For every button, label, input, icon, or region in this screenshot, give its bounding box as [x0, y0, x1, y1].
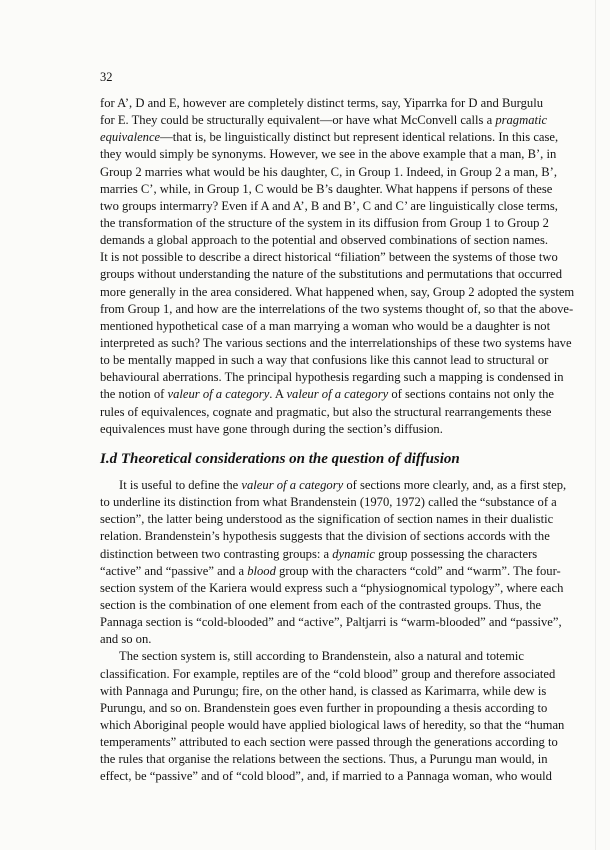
- text-run: It is not possible to describe a direct historical “filiation” between the systems of those two: [100, 250, 558, 265]
- text-run: effect, be “passive” and of “cold blood”, and, if married to a Pannaga woman, who would: [100, 769, 552, 784]
- text-run: rules of equivalences, cognate and pragmatic, but also the structural rearrangements these: [100, 404, 552, 419]
- text-run: “active” and “passive” and a: [100, 563, 248, 578]
- text-run: for A’, D and E, however are completely distinct terms, say, Yiparrka for D and Burgulu: [100, 96, 543, 110]
- text-run: more generally in the area considered. What happened when, say, Group 2 adopted the system: [100, 284, 575, 299]
- text-run: which Aboriginal people would have applied biological laws of heredity, so that the “human: [100, 717, 565, 732]
- body-text-section-1: [100, 95, 575, 438]
- text-line: [100, 768, 552, 785]
- italic-term: valeur of a category: [167, 387, 270, 402]
- text-line: [100, 511, 554, 528]
- text-line: [100, 95, 543, 112]
- text-line: [100, 181, 553, 198]
- text-run: of sections more clearly, and, as a first step,: [343, 478, 567, 492]
- text-line: [100, 751, 548, 768]
- text-run: Group 2 marries what would be his daughter, C, in Group 1. Indeed, in Group 2 a man, B’,: [100, 164, 557, 179]
- text-line: [100, 563, 561, 580]
- italic-term: dynamic: [332, 546, 375, 561]
- text-line: [100, 477, 567, 494]
- text-run: to be mentally mapped in such a way that confusions like this cannot lead to structural or: [100, 353, 549, 368]
- italic-term: valeur of a category: [286, 387, 389, 402]
- text-run: section is the combination of one element from each of the contrasted groups. Thus, the: [100, 597, 542, 612]
- italic-term: pragmatic: [495, 113, 548, 128]
- text-line: [100, 215, 549, 232]
- text-line: [100, 700, 548, 717]
- text-line: [100, 421, 524, 438]
- text-line: [100, 580, 564, 597]
- text-run: the rules that organise the relations between the sections. Thus, a Purungu man would, in: [100, 752, 548, 767]
- text-run: classification. For example, reptiles are of the “cold blood” group and therefore associated: [100, 666, 556, 681]
- text-run: group possessing the characters: [374, 546, 538, 561]
- text-run: the transformation of the structure of the system in its diffusion from Group 1 to Group 2: [100, 215, 549, 230]
- text-run: mentioned hypothetical case of a man marrying a woman who would be a daughter is not: [100, 318, 551, 333]
- text-run: behavioural aberrations. The principal hypothesis regarding such a mapping is condensed in: [100, 370, 564, 385]
- text-run: they would simply be synonyms. However, we see in the above example that a man, B’, in: [100, 147, 557, 162]
- text-run: two groups intermarry? Even if A and A’, B and B’, C and C’ are linguistically close terms,: [100, 198, 558, 213]
- text-line: [100, 683, 547, 700]
- text-line: [100, 717, 565, 734]
- text-run: equivalences must have gone through during the section’s diffusion.: [100, 421, 443, 436]
- text-run: from Group 1, and how are the interrelations of the two systems thought of, so that the above-: [100, 301, 574, 316]
- text-line: [100, 335, 572, 352]
- text-run: for E. They could be structurally equivalent—or have what McConvell calls a: [100, 113, 496, 128]
- text-line: [100, 546, 538, 563]
- text-line: [100, 352, 549, 369]
- text-run: —that is, be linguistically distinct but represent identical relations. In this case,: [160, 130, 559, 145]
- text-line: [100, 266, 563, 283]
- page-number: 32: [100, 70, 113, 84]
- text-run: with Pannaga and Purungu; fire, on the other hand, is classed as Karimarra, while dew is: [100, 683, 547, 698]
- italic-term: blood: [247, 563, 276, 578]
- page-edge: [595, 0, 596, 850]
- text-line: [100, 666, 556, 683]
- text-line: [100, 232, 549, 249]
- text-run: It is useful to define the: [119, 478, 242, 492]
- text-run: of sections contains not only the: [388, 387, 555, 402]
- text-line: [100, 631, 524, 648]
- text-run: relation. Brandenstein’s hypothesis suggests that the division of sections accords with the: [100, 529, 550, 544]
- text-line: [100, 284, 575, 301]
- text-line: [100, 249, 558, 266]
- text-line: [100, 112, 548, 129]
- text-line: [100, 198, 558, 215]
- text-run: . A: [269, 387, 287, 402]
- text-line: [100, 404, 552, 421]
- text-line: [100, 146, 557, 163]
- text-run: the notion of: [100, 387, 168, 402]
- text-run: section”, the latter being understood as the signification of section names in their dualistic: [100, 512, 554, 527]
- text-line: [100, 164, 557, 181]
- text-line: [100, 386, 555, 403]
- text-line: [100, 734, 558, 751]
- text-line: [100, 369, 564, 386]
- text-line: [100, 528, 550, 545]
- text-run: distinction between two contrasting groups: a: [100, 546, 333, 561]
- text-line: [100, 597, 542, 614]
- text-run: Pannaga section is “cold-blooded” and “active”, Paltjarri is “warm-blooded” and “passive”,: [100, 615, 562, 630]
- body-text-section-2: [100, 477, 567, 786]
- italic-term: equivalence: [100, 130, 161, 145]
- text-run: group with the characters “cold” and “warm”. The four-: [275, 563, 561, 578]
- text-run: Purungu, and so on. Brandenstein goes even further in propounding a thesis according to: [100, 700, 548, 715]
- text-run: and so on.: [100, 632, 152, 647]
- text-run: section system of the Kariera would express such a “physiognomical typology”, where each: [100, 580, 564, 595]
- text-run: demands a global approach to the potential and observed combinations of section names.: [100, 233, 549, 248]
- text-run: to underline its distinction from what Brandenstein (1970, 1972) called the “substance of a: [100, 495, 557, 510]
- section-heading: I.d Theoretical considerations on the question of diffusion: [100, 451, 460, 467]
- text-line: [100, 301, 574, 318]
- text-line: [100, 494, 557, 511]
- text-run: temperaments” attributed to each section were passed through the generations according to: [100, 735, 558, 750]
- text-line: [100, 318, 551, 335]
- text-run: groups without understanding the nature of the substitutions and permutations that occurred: [100, 267, 563, 282]
- text-run: interpreted as such? The various sections and the interrelationships of these two systems have: [100, 335, 572, 350]
- text-line: [100, 648, 524, 665]
- text-line: [100, 129, 559, 146]
- italic-term: valeur of a category: [241, 478, 344, 492]
- text-line: [100, 614, 562, 631]
- text-run: marries C’, while, in Group 1, C would be B’s daughter. What happens if persons of these: [100, 181, 553, 196]
- text-run: The section system is, still according to Brandenstein, also a natural and totemic: [119, 649, 524, 664]
